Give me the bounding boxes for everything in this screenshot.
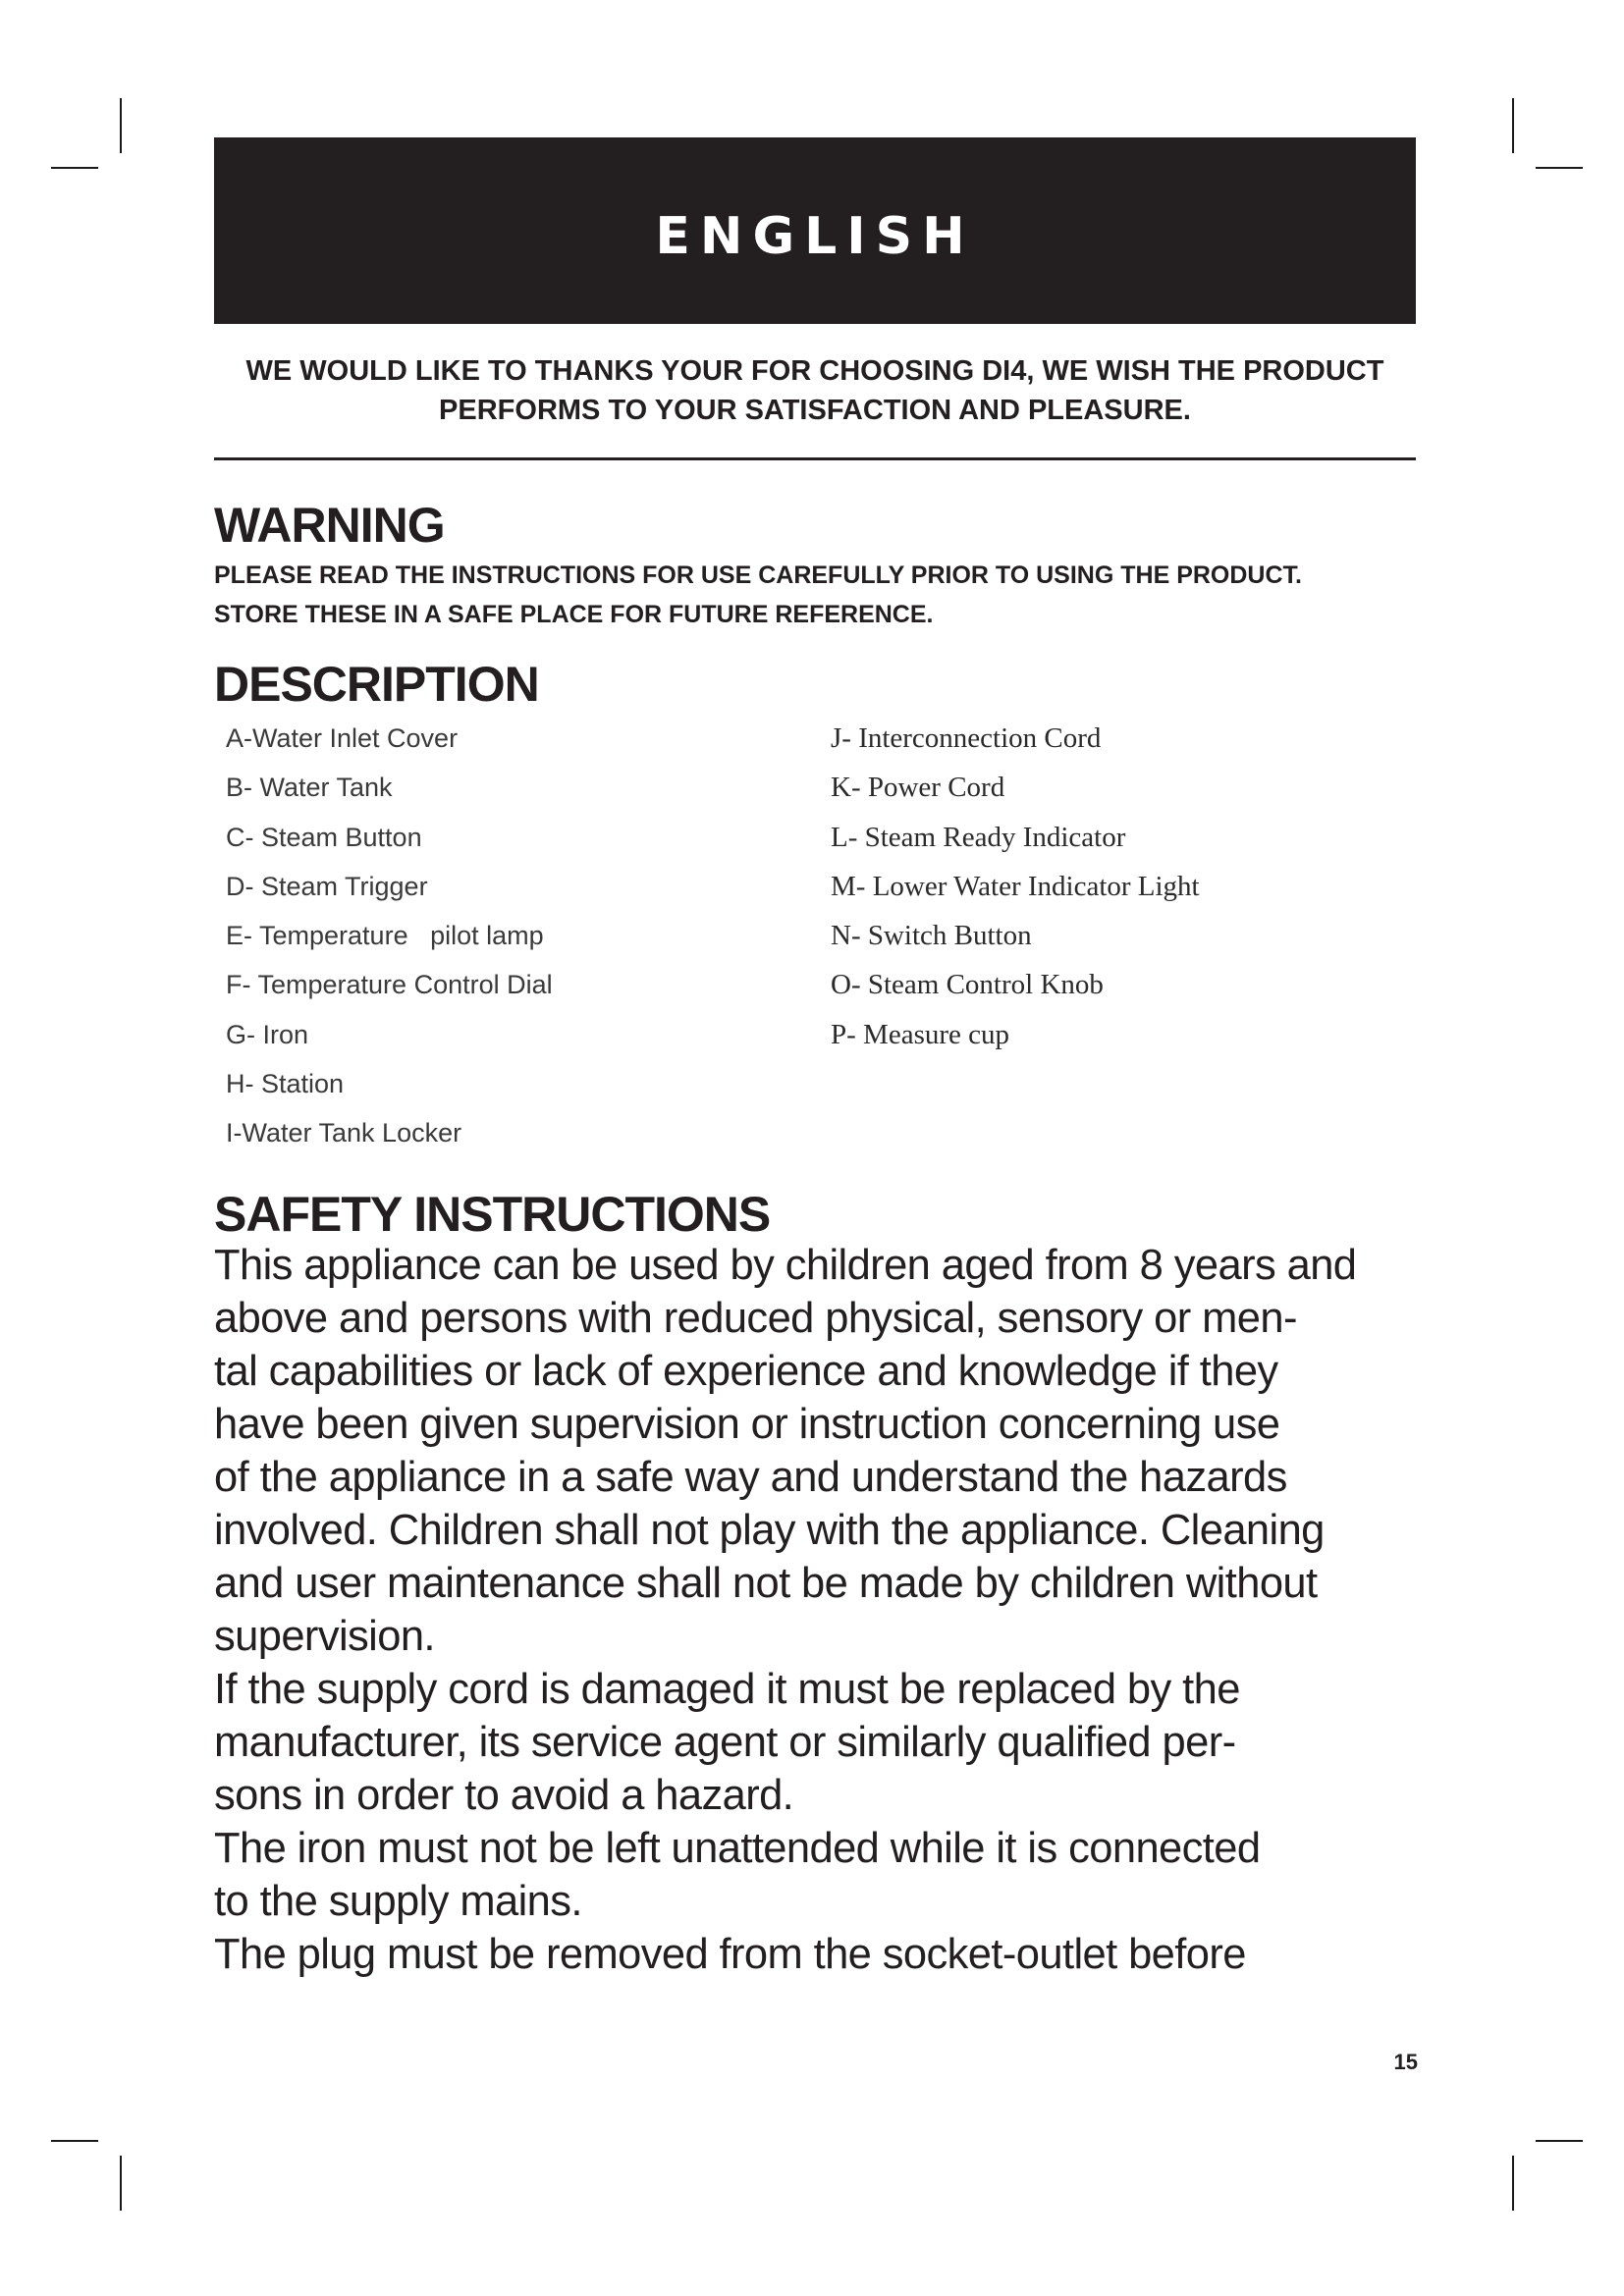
- thanks-line: PERFORMS TO YOUR SATISFACTION AND PLEASURE.: [439, 395, 1191, 426]
- list-item: G- Iron: [226, 1019, 309, 1049]
- list-item: M- Lower Water Indicator Light: [831, 870, 1200, 902]
- crop-mark: [51, 167, 98, 169]
- crop-mark: [1536, 2140, 1583, 2142]
- list-item: E- Temperature pilot lamp: [226, 921, 544, 951]
- list-item: N- Switch Button: [831, 920, 1032, 952]
- list-item: L- Steam Ready Indicator: [831, 821, 1126, 853]
- description-list-right: [831, 717, 1200, 1062]
- list-item: A-Water Inlet Cover: [226, 723, 459, 753]
- safety-line: supervision.: [214, 1613, 435, 1660]
- safety-line: The plug must be removed from the socket-outlet before: [214, 1931, 1246, 1978]
- safety-line: manufacturer, its service agent or similarly qualified per-: [214, 1719, 1236, 1766]
- description-list-left: [226, 717, 553, 1161]
- divider: [214, 457, 1416, 460]
- safety-line: to the supply mains.: [214, 1878, 582, 1925]
- crop-mark: [1536, 167, 1583, 169]
- safety-line: The iron must not be left unattended while it is connected: [214, 1825, 1261, 1872]
- safety-line: and user maintenance shall not be made by children without: [214, 1560, 1318, 1607]
- warning-heading: WARNING: [214, 498, 445, 553]
- list-item: B- Water Tank: [226, 773, 393, 803]
- safety-line: sons in order to avoid a hazard.: [214, 1772, 794, 1819]
- crop-mark: [1512, 2156, 1514, 2211]
- list-item: P- Measure cup: [831, 1018, 1010, 1050]
- list-item: F- Temperature Control Dial: [226, 970, 553, 1000]
- list-item: O- Steam Control Knob: [831, 969, 1104, 1001]
- warning-line: STORE THESE IN A SAFE PLACE FOR FUTURE REFERENCE.: [214, 601, 934, 628]
- safety-line: have been given supervision or instruction concerning use: [214, 1401, 1280, 1448]
- crop-mark: [1512, 98, 1514, 153]
- crop-mark: [120, 98, 122, 153]
- list-item: J- Interconnection Cord: [831, 722, 1102, 754]
- safety-line: If the supply cord is damaged it must be replaced by the: [214, 1666, 1240, 1713]
- banner-title: ENGLISH: [655, 207, 975, 266]
- description-heading: DESCRIPTION: [214, 657, 539, 712]
- safety-heading: SAFETY INSTRUCTIONS: [214, 1187, 771, 1242]
- crop-mark: [51, 2140, 98, 2142]
- safety-line: of the appliance in a safe way and understand the hazards: [214, 1454, 1287, 1501]
- language-banner: [214, 137, 1416, 324]
- list-item: D- Steam Trigger: [226, 871, 428, 901]
- warning-text: [214, 556, 1432, 634]
- warning-line: PLEASE READ THE INSTRUCTIONS FOR USE CAREFULLY PRIOR TO USING THE PRODUCT.: [214, 561, 1302, 589]
- list-item: H- Station: [226, 1069, 345, 1099]
- list-item: K- Power Cord: [831, 772, 1005, 804]
- safety-line: This appliance can be used by children aged from 8 years and: [214, 1242, 1357, 1289]
- crop-mark: [120, 2156, 122, 2211]
- safety-text: [214, 1239, 1432, 1981]
- thanks-line: WE WOULD LIKE TO THANKS YOUR FOR CHOOSING DI4, WE WISH THE PRODUCT: [245, 355, 1384, 387]
- page-number: 15: [1393, 2050, 1418, 2074]
- thanks-message: [214, 351, 1416, 430]
- list-item: C- Steam Button: [226, 822, 422, 852]
- list-item: I-Water Tank Locker: [226, 1118, 462, 1148]
- safety-line: involved. Children shall not play with the appliance. Cleaning: [214, 1507, 1325, 1554]
- safety-line: tal capabilities or lack of experience and knowledge if they: [214, 1348, 1278, 1395]
- safety-line: above and persons with reduced physical, sensory or men-: [214, 1295, 1297, 1342]
